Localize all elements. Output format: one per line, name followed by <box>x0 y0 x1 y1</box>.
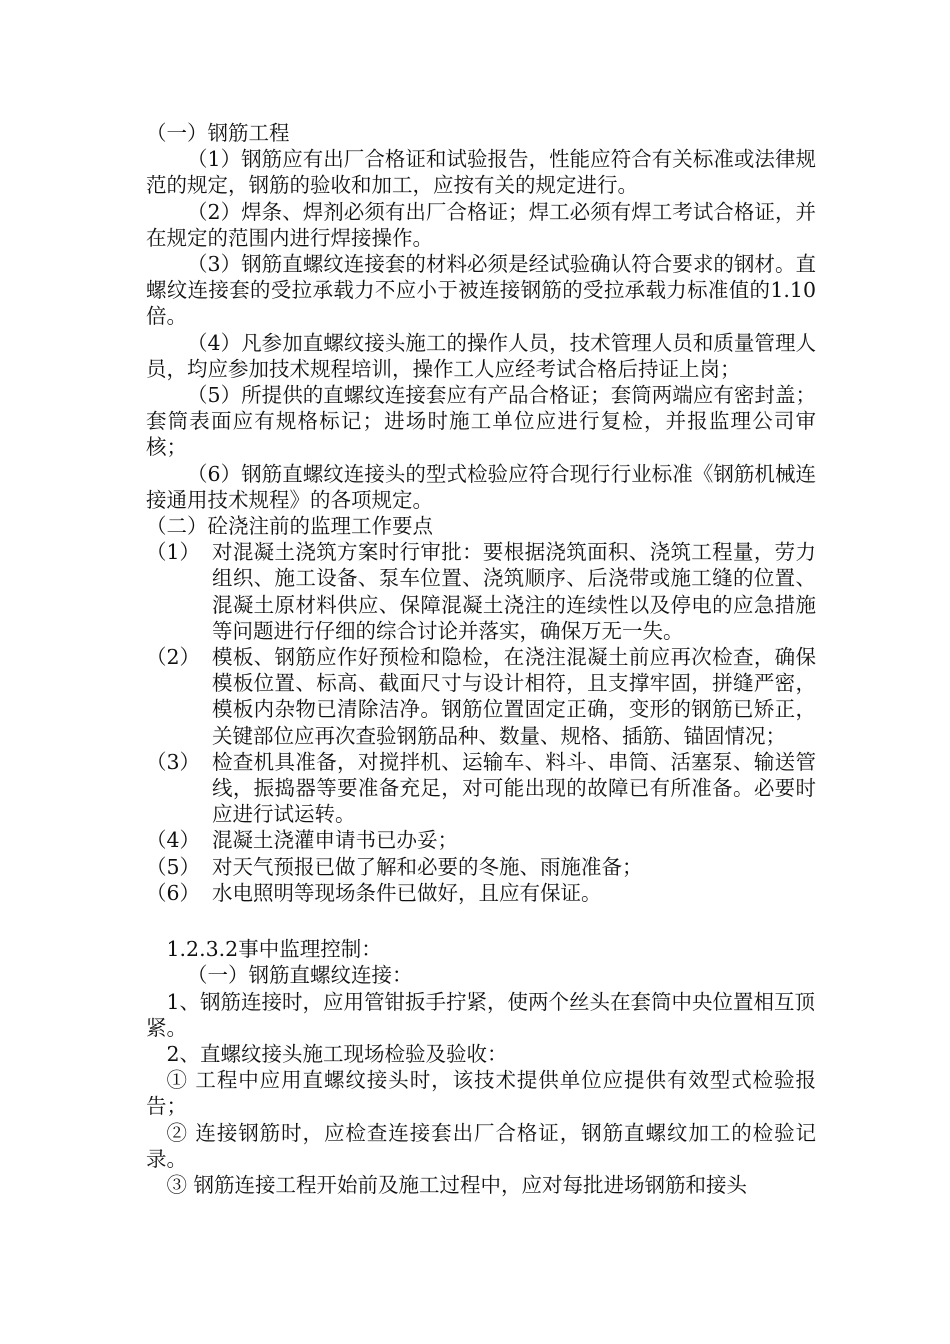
section3-title: 1.2.3.2事中监理控制： <box>166 937 382 962</box>
section3-subtitle: （一）钢筋直螺纹连接： <box>187 963 413 988</box>
item-text: 对混凝土浇筑方案时行审批：要根据浇筑面积、浇筑工程量，劳力组织、施工设备、泵车位置、浇筑顺序、后浇带或施工缝的位置、混凝土原材料供应、保障混凝土浇注的连续性以及停电的应急措施等问题进行仔细的综合讨论并落实，确保万无一失。 <box>212 540 816 643</box>
section1-title: （一）钢筋工程 <box>146 121 290 145</box>
section1-paragraph-2: （2）焊条、焊剂必须有出厂合格证；焊工必须有焊工考试合格证，并在规定的范围内进行焊接操作。 <box>146 199 816 250</box>
item-number: （6） <box>146 880 201 905</box>
section2-item-4 <box>146 827 816 853</box>
item-number: （4） <box>146 828 201 853</box>
item-text: 对天气预报已做了解和必要的冬施、雨施准备； <box>212 854 643 879</box>
item-text: 模板、钢筋应作好预检和隐检，在浇注混凝土前应再次检查，确保模板位置、标高、截面尺寸与设计相符，且支撑牢固，拼缝严密，模板内杂物已清除洁净。钢筋位置固定正确，变形的钢筋已矫正，关键部位应再次查验钢筋品种、数量、规格、插筋、锚固情况； <box>212 645 816 748</box>
section2-title: （二）砼浇注前的监理工作要点 <box>146 514 433 539</box>
section-spacer <box>146 906 816 936</box>
circled-item-2: ② 连接钢筋时，应检查连接套出厂合格证，钢筋直螺纹加工的检验记录。 <box>146 1120 816 1171</box>
item-number: （5） <box>146 854 201 879</box>
section3-paragraph-1: 1、钢筋连接时，应用管钳扳手拧紧，使两个丝头在套筒中央位置相互顶紧。 <box>146 989 816 1040</box>
section1-paragraph-1: （1）钢筋应有出厂合格证和试验报告，性能应符合有关标准或法律规范的规定，钢筋的验收和加工，应按有关的规定进行。 <box>146 147 816 198</box>
item-text: 水电照明等现场条件已做好，且应有保证。 <box>212 880 602 905</box>
item-text: 检查机具准备，对搅拌机、运输车、料斗、串筒、活塞泵、输送管线，振捣器等要准备充足，对可能出现的故障已有所准备。必要时应进行试运转。 <box>212 749 816 827</box>
section1-paragraph-3: （3）钢筋直螺纹连接套的材料必须是经试验确认符合要求的钢材。直螺纹连接套的受拉承载力不应小于被连接钢筋的受拉承载力标准值的1.10倍。 <box>146 252 816 329</box>
section1-paragraph-6: （6）钢筋直螺纹连接头的型式检验应符合现行行业标准《钢筋机械连接通用技术规程》的各项规定。 <box>146 461 816 512</box>
item-text: 混凝土浇灌申请书已办妥； <box>212 828 458 853</box>
section3-paragraph-2: 2、直螺纹接头施工现场检验及验收： <box>166 1041 508 1066</box>
section2-item-3 <box>146 749 816 828</box>
section1-paragraph-4: （4）凡参加直螺纹接头施工的操作人员，技术管理人员和质量管理人员，均应参加技术规程培训，操作工人应经考试合格后持证上岗； <box>146 330 816 381</box>
circled-item-3: ③ 钢筋连接工程开始前及施工过程中，应对每批进场钢筋和接头 <box>166 1172 748 1197</box>
item-number: （3） <box>146 749 201 774</box>
circled-item-1: ① 工程中应用直螺纹接头时，该技术提供单位应提供有效型式检验报告； <box>146 1068 816 1119</box>
section2-item-2 <box>146 644 816 749</box>
section1-paragraph-5: （5）所提供的直螺纹连接套应有产品合格证；套筒两端应有密封盖；套筒表面应有规格标记；进场时施工单位应进行复检，并报监理公司审核； <box>146 383 816 460</box>
item-number: （2） <box>146 645 201 670</box>
document-body <box>146 120 816 1198</box>
section2-item-6 <box>146 880 816 906</box>
section2-item-1 <box>146 539 816 644</box>
item-number: （1） <box>146 540 201 565</box>
section2-item-5 <box>146 854 816 880</box>
